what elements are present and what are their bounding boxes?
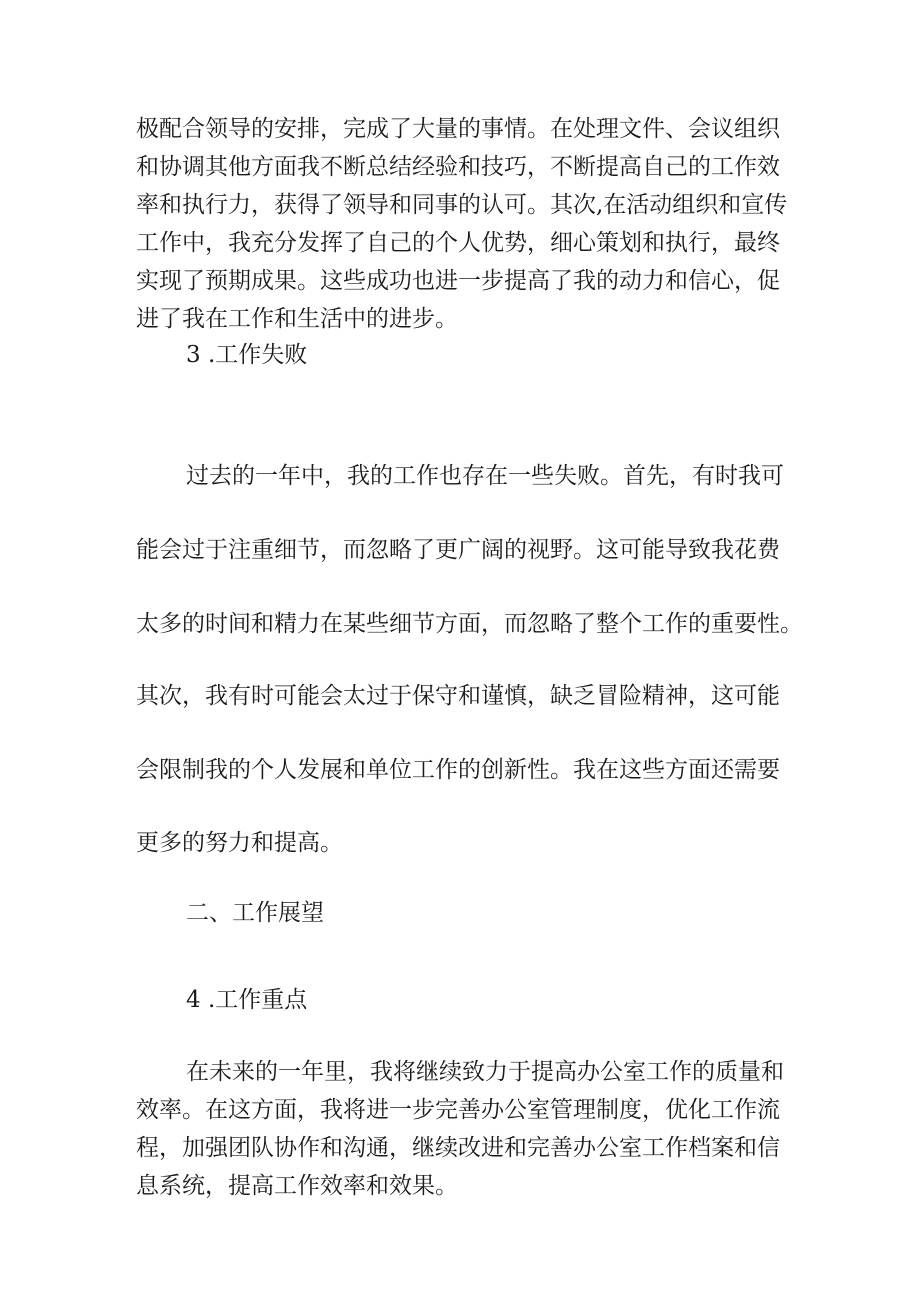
text-line: 能会过于注重细节，而忽略了更广阔的视野。这可能导致我花费: [136, 537, 780, 563]
text-line: 会限制我的个人发展和单位工作的创新性。我在这些方面还需要: [136, 757, 780, 783]
text-line: 实现了预期成果。这些成功也进一步提高了我的动力和信心，促: [136, 268, 780, 294]
text-line: 息系统，提高工作效率和效果。: [136, 1173, 458, 1199]
text-line: 工作中，我充分发挥了自己的个人优势，细心策划和执行，最终: [136, 230, 780, 256]
heading-work-failures: 3 .工作失败: [186, 342, 308, 368]
text-line: 极配合领导的安排，完成了大量的事情。在处理文件、会议组织: [136, 116, 780, 142]
text-line: 太多的时间和精力在某些细节方面，而忽略了整个工作的重要性。: [136, 611, 803, 637]
text-line: 进了我在工作和生活中的进步。: [136, 306, 458, 332]
text-line: 过去的一年中，我的工作也存在一些失败。首先，有时我可: [186, 463, 784, 489]
text-line: 效率。在这方面，我将进一步完善办公室管理制度，优化工作流: [136, 1097, 780, 1123]
text-line: 率和执行力，获得了领导和同事的认可。其次,在活动组织和宣传: [136, 192, 788, 218]
text-line: 其次，我有时可能会太过于保守和谨慎，缺乏冒险精神，这可能: [136, 683, 780, 709]
heading-work-outlook: 二、工作展望: [186, 900, 324, 926]
text-line: 程，加强团队协作和沟通，继续改进和完善办公室工作档案和信: [136, 1135, 780, 1161]
text-line: 在未来的一年里，我将继续致力于提高办公室工作的质量和: [186, 1059, 784, 1085]
heading-work-focus: 4 .工作重点: [186, 987, 308, 1013]
text-line: 和协调其他方面我不断总结经验和技巧，不断提高自己的工作效: [136, 154, 780, 180]
text-line: 更多的努力和提高。: [136, 830, 343, 856]
